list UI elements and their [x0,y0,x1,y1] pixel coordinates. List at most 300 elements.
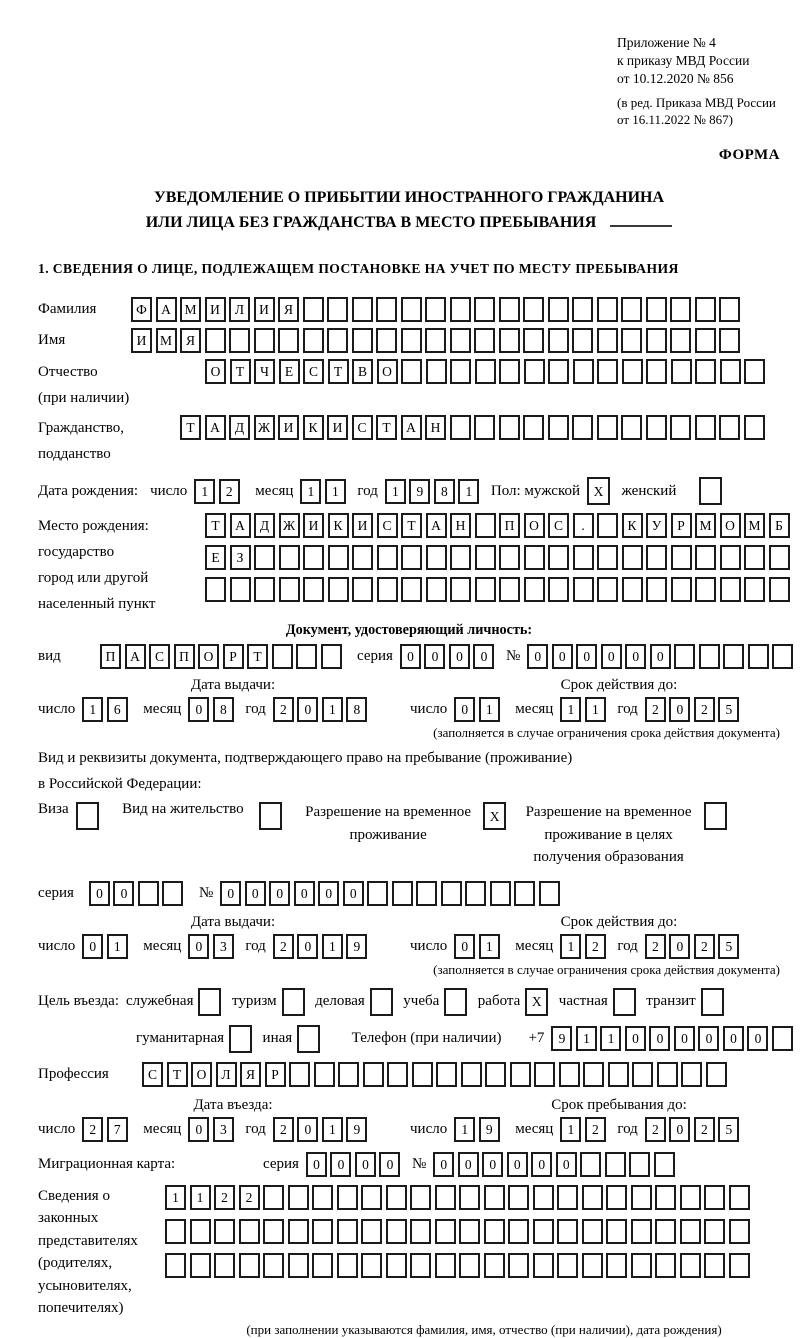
empty-cell[interactable] [459,1185,480,1210]
filled-cell[interactable]: 0 [188,934,209,959]
empty-cell[interactable] [695,545,716,570]
empty-cell[interactable] [352,545,373,570]
filled-cell[interactable]: 1 [479,934,500,959]
filled-cell[interactable]: 0 [379,1152,400,1177]
empty-cell[interactable] [631,1253,652,1278]
filled-cell[interactable]: О [198,644,219,669]
empty-cell[interactable] [671,359,692,384]
filled-cell[interactable]: 1 [165,1185,186,1210]
filled-cell[interactable]: У [646,513,667,538]
filled-cell[interactable]: 0 [723,1026,744,1051]
empty-cell[interactable] [475,577,496,602]
empty-cell[interactable] [632,1062,653,1087]
filled-cell[interactable]: Ж [254,415,275,440]
filled-cell[interactable]: П [174,644,195,669]
filled-cell[interactable]: 0 [747,1026,768,1051]
empty-cell[interactable] [461,1062,482,1087]
empty-cell[interactable] [597,545,618,570]
empty-cell[interactable] [704,802,727,830]
empty-cell[interactable] [523,328,544,353]
filled-cell[interactable]: 0 [400,644,421,669]
empty-cell[interactable] [681,1062,702,1087]
empty-cell[interactable] [328,577,349,602]
empty-cell[interactable] [165,1253,186,1278]
filled-cell[interactable]: 1 [322,697,343,722]
filled-cell[interactable]: 2 [273,1117,294,1142]
filled-cell[interactable]: 2 [273,934,294,959]
empty-cell[interactable] [444,988,467,1016]
filled-cell[interactable]: Я [240,1062,261,1087]
empty-cell[interactable] [450,328,471,353]
empty-cell[interactable] [548,577,569,602]
filled-cell[interactable]: 2 [645,1117,666,1142]
empty-cell[interactable] [450,359,471,384]
filled-cell[interactable]: Т [205,513,226,538]
filled-cell[interactable]: 5 [718,1117,739,1142]
filled-cell[interactable]: Ж [279,513,300,538]
empty-cell[interactable] [720,545,741,570]
empty-cell[interactable] [475,359,496,384]
filled-cell[interactable]: С [142,1062,163,1087]
empty-cell[interactable] [723,644,744,669]
empty-cell[interactable] [695,328,716,353]
filled-cell[interactable]: Т [180,415,201,440]
filled-cell[interactable]: 1 [385,479,406,504]
filled-cell[interactable]: 0 [113,881,134,906]
filled-cell[interactable]: Ч [254,359,275,384]
empty-cell[interactable] [426,545,447,570]
empty-cell[interactable] [621,328,642,353]
filled-cell[interactable]: О [524,513,545,538]
empty-cell[interactable] [573,577,594,602]
empty-cell[interactable] [744,359,765,384]
empty-cell[interactable] [572,328,593,353]
empty-cell[interactable] [474,297,495,322]
filled-cell[interactable]: 0 [294,881,315,906]
filled-cell[interactable]: С [149,644,170,669]
filled-cell[interactable]: 0 [82,934,103,959]
empty-cell[interactable] [401,545,422,570]
filled-cell[interactable]: 0 [188,697,209,722]
filled-cell[interactable]: 0 [318,881,339,906]
filled-cell[interactable]: 0 [297,697,318,722]
empty-cell[interactable] [695,359,716,384]
filled-cell[interactable]: 0 [449,644,470,669]
empty-cell[interactable] [695,297,716,322]
empty-cell[interactable] [629,1152,650,1177]
empty-cell[interactable] [327,297,348,322]
filled-cell[interactable]: 1 [560,934,581,959]
empty-cell[interactable] [485,1062,506,1087]
empty-cell[interactable] [386,1219,407,1244]
empty-cell[interactable] [499,328,520,353]
filled-cell[interactable]: 0 [424,644,445,669]
filled-cell[interactable]: А [125,644,146,669]
empty-cell[interactable] [670,415,691,440]
empty-cell[interactable] [338,1062,359,1087]
filled-cell[interactable]: С [352,415,373,440]
filled-cell[interactable]: Р [223,644,244,669]
filled-cell[interactable]: 0 [650,644,671,669]
filled-cell[interactable]: И [278,415,299,440]
filled-cell[interactable]: С [377,513,398,538]
empty-cell[interactable] [744,577,765,602]
filled-cell[interactable]: 9 [346,1117,367,1142]
empty-cell[interactable] [719,328,740,353]
empty-cell[interactable] [533,1253,554,1278]
filled-cell[interactable]: 2 [645,934,666,959]
empty-cell[interactable] [510,1062,531,1087]
empty-cell[interactable] [631,1219,652,1244]
empty-cell[interactable] [670,297,691,322]
empty-cell[interactable] [748,644,769,669]
empty-cell[interactable] [386,1253,407,1278]
filled-cell[interactable]: А [426,513,447,538]
empty-cell[interactable] [657,1062,678,1087]
filled-cell[interactable]: Т [167,1062,188,1087]
empty-cell[interactable] [190,1219,211,1244]
empty-cell[interactable] [410,1253,431,1278]
empty-cell[interactable] [729,1219,750,1244]
empty-cell[interactable] [386,1185,407,1210]
filled-cell[interactable]: 0 [527,644,548,669]
empty-cell[interactable] [165,1219,186,1244]
empty-cell[interactable] [239,1253,260,1278]
empty-cell[interactable] [646,328,667,353]
empty-cell[interactable] [337,1219,358,1244]
filled-cell[interactable]: А [401,415,422,440]
empty-cell[interactable] [76,802,99,830]
filled-cell[interactable]: О [377,359,398,384]
empty-cell[interactable] [674,644,695,669]
empty-cell[interactable] [254,577,275,602]
filled-cell[interactable]: 2 [585,934,606,959]
empty-cell[interactable] [646,415,667,440]
filled-cell[interactable]: И [303,513,324,538]
filled-cell[interactable]: 0 [482,1152,503,1177]
filled-cell[interactable]: 2 [694,1117,715,1142]
empty-cell[interactable] [499,577,520,602]
empty-cell[interactable] [312,1253,333,1278]
filled-cell[interactable]: И [254,297,275,322]
empty-cell[interactable] [548,415,569,440]
empty-cell[interactable] [655,1253,676,1278]
empty-cell[interactable] [701,988,724,1016]
empty-cell[interactable] [719,297,740,322]
empty-cell[interactable] [646,359,667,384]
filled-cell[interactable]: 0 [507,1152,528,1177]
filled-cell[interactable]: Е [279,359,300,384]
empty-cell[interactable] [583,1062,604,1087]
filled-cell[interactable]: И [131,328,152,353]
empty-cell[interactable] [699,477,722,505]
empty-cell[interactable] [387,1062,408,1087]
empty-cell[interactable] [719,415,740,440]
empty-cell[interactable] [254,545,275,570]
filled-cell[interactable]: М [744,513,765,538]
filled-cell[interactable]: Е [205,545,226,570]
filled-cell[interactable]: 2 [645,697,666,722]
filled-cell[interactable]: 0 [89,881,110,906]
empty-cell[interactable] [548,545,569,570]
empty-cell[interactable] [622,577,643,602]
filled-cell[interactable]: 0 [269,881,290,906]
empty-cell[interactable] [450,545,471,570]
filled-cell[interactable]: 1 [585,697,606,722]
filled-cell[interactable]: З [230,545,251,570]
empty-cell[interactable] [401,359,422,384]
empty-cell[interactable] [557,1253,578,1278]
filled-cell[interactable]: 0 [458,1152,479,1177]
empty-cell[interactable] [412,1062,433,1087]
empty-cell[interactable] [459,1219,480,1244]
filled-cell[interactable]: О [191,1062,212,1087]
filled-cell[interactable]: 1 [325,479,346,504]
empty-cell[interactable] [214,1253,235,1278]
empty-cell[interactable] [239,1219,260,1244]
filled-cell[interactable]: Т [328,359,349,384]
empty-cell[interactable] [695,577,716,602]
empty-cell[interactable] [459,1253,480,1278]
filled-cell[interactable]: Т [376,415,397,440]
empty-cell[interactable] [337,1253,358,1278]
empty-cell[interactable] [769,577,790,602]
empty-cell[interactable] [205,328,226,353]
filled-cell[interactable]: Л [216,1062,237,1087]
filled-cell[interactable]: 8 [346,697,367,722]
empty-cell[interactable] [704,1219,725,1244]
empty-cell[interactable] [435,1253,456,1278]
filled-cell[interactable]: 1 [82,697,103,722]
filled-cell[interactable]: X [483,802,506,830]
empty-cell[interactable] [377,545,398,570]
empty-cell[interactable] [303,297,324,322]
filled-cell[interactable]: 0 [245,881,266,906]
filled-cell[interactable]: 2 [694,934,715,959]
empty-cell[interactable] [557,1219,578,1244]
filled-cell[interactable]: Я [180,328,201,353]
empty-cell[interactable] [573,359,594,384]
empty-cell[interactable] [557,1185,578,1210]
filled-cell[interactable]: Л [229,297,250,322]
empty-cell[interactable] [392,881,413,906]
empty-cell[interactable] [744,545,765,570]
empty-cell[interactable] [671,545,692,570]
empty-cell[interactable] [288,1253,309,1278]
empty-cell[interactable] [680,1219,701,1244]
empty-cell[interactable] [436,1062,457,1087]
filled-cell[interactable]: И [205,297,226,322]
empty-cell[interactable] [484,1253,505,1278]
empty-cell[interactable] [205,577,226,602]
empty-cell[interactable] [613,988,636,1016]
filled-cell[interactable]: М [695,513,716,538]
empty-cell[interactable] [312,1185,333,1210]
filled-cell[interactable]: 2 [585,1117,606,1142]
empty-cell[interactable] [288,1185,309,1210]
filled-cell[interactable]: 0 [454,934,475,959]
empty-cell[interactable] [769,545,790,570]
empty-cell[interactable] [377,577,398,602]
filled-cell[interactable]: 1 [194,479,215,504]
empty-cell[interactable] [370,988,393,1016]
filled-cell[interactable]: Ф [131,297,152,322]
empty-cell[interactable] [622,359,643,384]
filled-cell[interactable]: 1 [300,479,321,504]
empty-cell[interactable] [680,1253,701,1278]
filled-cell[interactable]: С [303,359,324,384]
filled-cell[interactable]: 9 [479,1117,500,1142]
filled-cell[interactable]: Д [254,513,275,538]
filled-cell[interactable]: 2 [82,1117,103,1142]
empty-cell[interactable] [410,1219,431,1244]
filled-cell[interactable]: . [573,513,594,538]
empty-cell[interactable] [475,513,496,538]
empty-cell[interactable] [597,328,618,353]
empty-cell[interactable] [646,577,667,602]
filled-cell[interactable]: О [720,513,741,538]
empty-cell[interactable] [465,881,486,906]
filled-cell[interactable]: Р [671,513,692,538]
filled-cell[interactable]: К [303,415,324,440]
filled-cell[interactable]: К [328,513,349,538]
filled-cell[interactable]: Т [247,644,268,669]
filled-cell[interactable]: 9 [346,934,367,959]
empty-cell[interactable] [297,1025,320,1053]
filled-cell[interactable]: Я [278,297,299,322]
filled-cell[interactable]: 2 [694,697,715,722]
empty-cell[interactable] [654,1152,675,1177]
empty-cell[interactable] [573,545,594,570]
filled-cell[interactable]: 2 [214,1185,235,1210]
empty-cell[interactable] [499,297,520,322]
empty-cell[interactable] [523,415,544,440]
filled-cell[interactable]: И [327,415,348,440]
empty-cell[interactable] [450,577,471,602]
empty-cell[interactable] [401,328,422,353]
filled-cell[interactable]: О [205,359,226,384]
empty-cell[interactable] [622,545,643,570]
empty-cell[interactable] [539,881,560,906]
empty-cell[interactable] [597,513,618,538]
filled-cell[interactable]: 1 [322,1117,343,1142]
empty-cell[interactable] [288,1219,309,1244]
empty-cell[interactable] [720,577,741,602]
filled-cell[interactable]: М [180,297,201,322]
empty-cell[interactable] [352,577,373,602]
filled-cell[interactable]: 0 [674,1026,695,1051]
blank-line[interactable] [610,225,672,227]
filled-cell[interactable]: 1 [322,934,343,959]
empty-cell[interactable] [450,415,471,440]
filled-cell[interactable]: 0 [297,1117,318,1142]
filled-cell[interactable]: Д [229,415,250,440]
empty-cell[interactable] [621,297,642,322]
empty-cell[interactable] [720,359,741,384]
filled-cell[interactable]: Н [425,415,446,440]
empty-cell[interactable] [548,359,569,384]
empty-cell[interactable] [361,1253,382,1278]
filled-cell[interactable]: 0 [625,1026,646,1051]
empty-cell[interactable] [352,328,373,353]
empty-cell[interactable] [508,1185,529,1210]
empty-cell[interactable] [401,577,422,602]
filled-cell[interactable]: 2 [239,1185,260,1210]
filled-cell[interactable]: 0 [669,697,690,722]
filled-cell[interactable]: 0 [625,644,646,669]
filled-cell[interactable]: 0 [343,881,364,906]
empty-cell[interactable] [548,328,569,353]
empty-cell[interactable] [699,644,720,669]
empty-cell[interactable] [416,881,437,906]
empty-cell[interactable] [580,1152,601,1177]
empty-cell[interactable] [508,1219,529,1244]
empty-cell[interactable] [704,1253,725,1278]
empty-cell[interactable] [704,1185,725,1210]
filled-cell[interactable]: А [156,297,177,322]
empty-cell[interactable] [259,802,282,830]
empty-cell[interactable] [729,1253,750,1278]
filled-cell[interactable]: 2 [273,697,294,722]
filled-cell[interactable]: 2 [219,479,240,504]
empty-cell[interactable] [523,297,544,322]
empty-cell[interactable] [606,1185,627,1210]
filled-cell[interactable]: X [525,988,548,1016]
filled-cell[interactable]: Т [230,359,251,384]
empty-cell[interactable] [729,1185,750,1210]
filled-cell[interactable]: К [622,513,643,538]
filled-cell[interactable]: 1 [560,1117,581,1142]
filled-cell[interactable]: 0 [531,1152,552,1177]
empty-cell[interactable] [572,297,593,322]
empty-cell[interactable] [597,297,618,322]
empty-cell[interactable] [646,545,667,570]
empty-cell[interactable] [744,415,765,440]
filled-cell[interactable]: 6 [107,697,128,722]
empty-cell[interactable] [198,988,221,1016]
filled-cell[interactable]: 0 [698,1026,719,1051]
empty-cell[interactable] [772,644,793,669]
filled-cell[interactable]: 1 [454,1117,475,1142]
empty-cell[interactable] [450,297,471,322]
empty-cell[interactable] [279,545,300,570]
empty-cell[interactable] [655,1219,676,1244]
empty-cell[interactable] [606,1219,627,1244]
empty-cell[interactable] [376,297,397,322]
empty-cell[interactable] [363,1062,384,1087]
filled-cell[interactable]: 1 [576,1026,597,1051]
empty-cell[interactable] [524,359,545,384]
filled-cell[interactable]: М [156,328,177,353]
empty-cell[interactable] [229,328,250,353]
empty-cell[interactable] [597,577,618,602]
empty-cell[interactable] [695,415,716,440]
filled-cell[interactable]: 0 [220,881,241,906]
empty-cell[interactable] [484,1185,505,1210]
empty-cell[interactable] [524,577,545,602]
empty-cell[interactable] [337,1185,358,1210]
empty-cell[interactable] [582,1219,603,1244]
empty-cell[interactable] [263,1219,284,1244]
empty-cell[interactable] [499,545,520,570]
filled-cell[interactable]: А [230,513,251,538]
empty-cell[interactable] [706,1062,727,1087]
empty-cell[interactable] [425,328,446,353]
filled-cell[interactable]: 1 [560,697,581,722]
empty-cell[interactable] [214,1219,235,1244]
empty-cell[interactable] [426,359,447,384]
empty-cell[interactable] [631,1185,652,1210]
